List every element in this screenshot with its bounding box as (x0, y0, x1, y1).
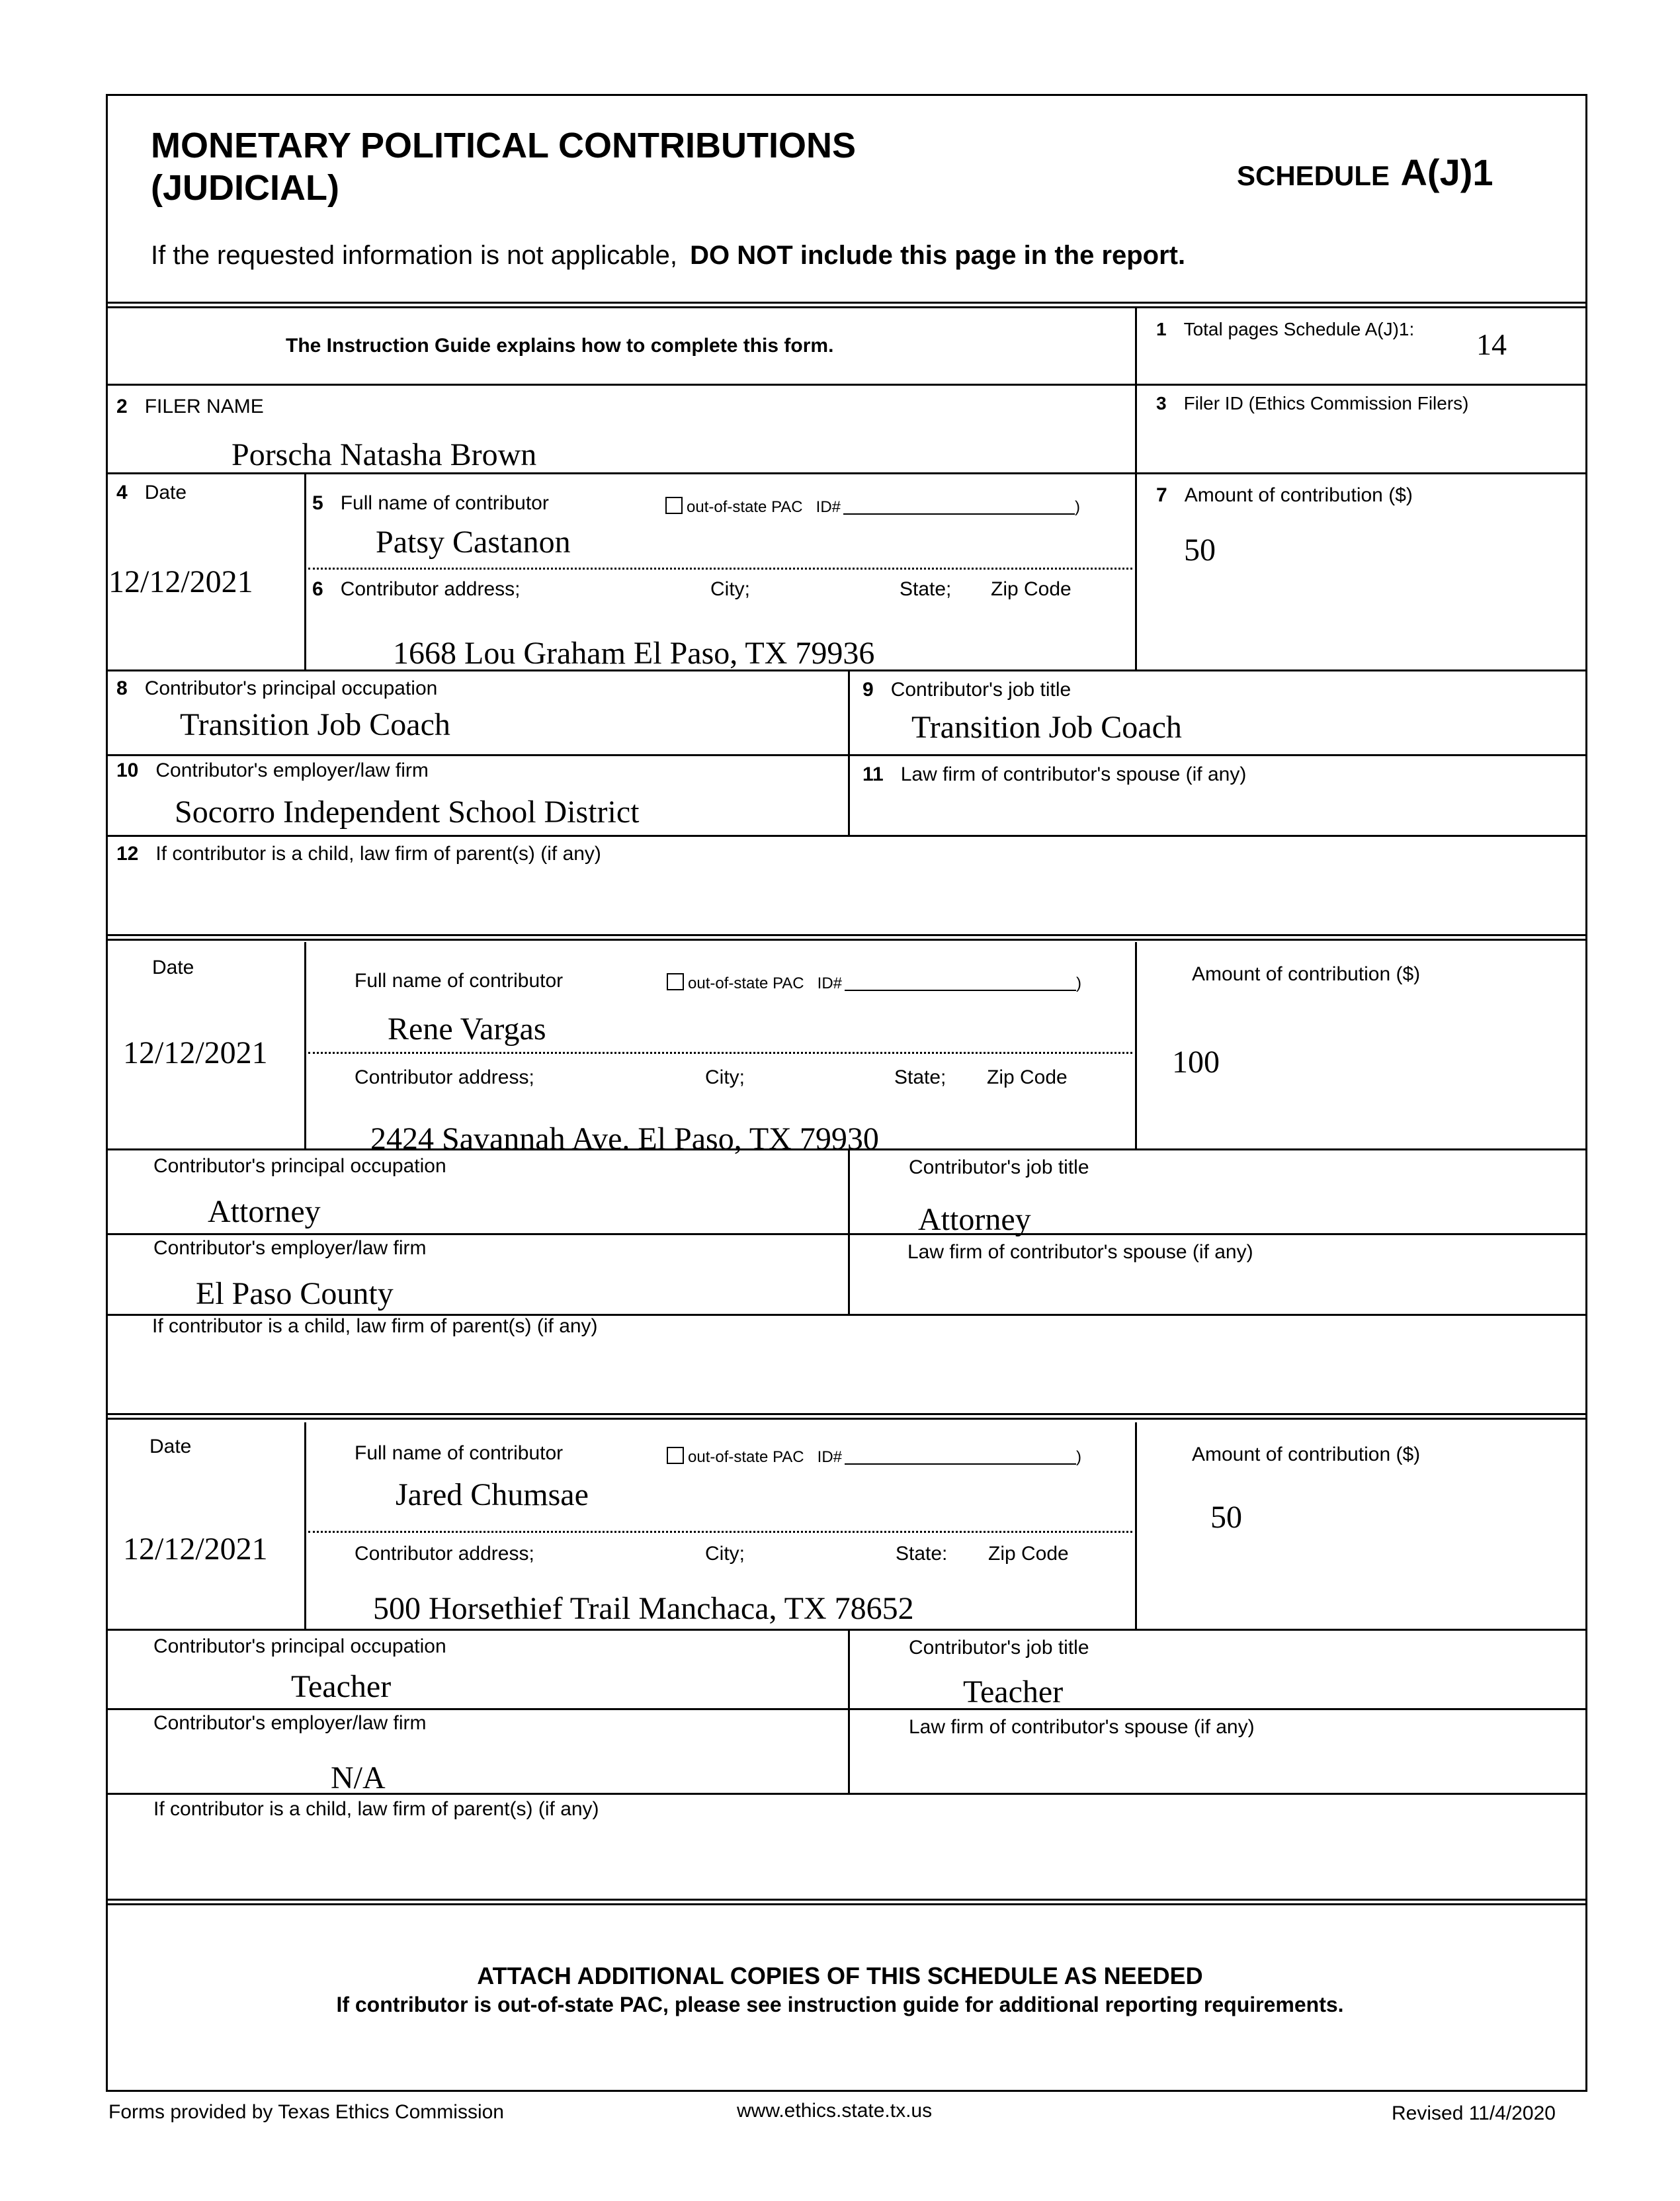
row-divider (106, 1708, 1587, 1710)
field-number: 4 (116, 482, 128, 503)
spouse-firm-label: Law firm of contributor's spouse (if any) (907, 1241, 1253, 1263)
footer-revision: Revised 11/4/2020 (1392, 2102, 1556, 2124)
field-number: 2 (116, 396, 128, 417)
occupation-label: Contributor's principal occupation (153, 1635, 446, 1657)
field-number: 10 (116, 759, 139, 781)
footer-website[interactable]: www.ethics.state.tx.us (737, 2100, 933, 2122)
field-number: 5 (312, 492, 323, 514)
occupation-label (116, 677, 437, 700)
divider (1135, 1422, 1137, 1629)
out-of-state-pac-note: If contributor is out-of-state PAC, please see instruction guide for additional reporting requirements. (336, 1993, 1344, 2016)
address-text: Contributor address; (340, 578, 521, 600)
date-label: Date (152, 957, 194, 978)
employer-label: Contributor's employer/law firm (153, 1712, 427, 1734)
occupation-value: Teacher (291, 1669, 392, 1704)
row-divider (106, 1793, 1587, 1795)
header-divider (106, 302, 1587, 308)
child-firm-label: If contributor is a child, law firm of parent(s) (if any) (153, 1798, 599, 1820)
out-of-state-pac (667, 1446, 1081, 1467)
divider (848, 1629, 850, 1794)
out-of-state-label: out-of-state PAC (687, 498, 803, 516)
amount-text: Amount of contribution ($) (1184, 484, 1413, 506)
row-divider (106, 472, 1587, 474)
row-divider (106, 754, 1587, 756)
divider (1135, 942, 1137, 1148)
occupation-value: Transition Job Coach (180, 707, 450, 742)
state-label: State; (900, 578, 952, 600)
contributor-name-value: Jared Chumsae (396, 1477, 589, 1512)
dotted-line (308, 568, 1132, 570)
total-pages-text: Total pages Schedule A(J)1: (1183, 319, 1415, 339)
spouse-firm-label (862, 763, 1246, 786)
applicability-note-text: If the requested information is not applicable, (151, 241, 678, 270)
out-of-state-checkbox[interactable] (667, 973, 684, 990)
contributor-name-label (312, 492, 549, 515)
job-title-value: Attorney (918, 1202, 1031, 1237)
total-pages-value: 14 (1476, 327, 1507, 361)
amount-value: 50 (1210, 1500, 1242, 1535)
divider (1135, 472, 1137, 671)
amount-value: 50 (1184, 533, 1216, 568)
job-title-value: Transition Job Coach (911, 710, 1182, 745)
contributor-name-label: Full name of contributor (355, 1442, 564, 1464)
amount-label: Amount of contribution ($) (1192, 963, 1421, 985)
schedule-code: A(J)1 (1400, 151, 1493, 193)
footer-provider: Forms provided by Texas Ethics Commission (108, 2101, 504, 2123)
job-title-label: Contributor's job title (909, 1637, 1089, 1659)
row-divider (106, 669, 1587, 671)
schedule-word: SCHEDULE (1237, 160, 1390, 191)
job-title-label (862, 679, 1071, 701)
divider (304, 472, 306, 671)
child-firm-label (116, 843, 601, 865)
filer-name-label (116, 396, 264, 418)
address-label: Contributor address; (355, 1066, 534, 1088)
block-divider (106, 1899, 1587, 1905)
child-firm-label: If contributor is a child, law firm of parent(s) (if any) (152, 1315, 598, 1337)
row-divider (106, 1148, 1587, 1150)
row-divider (106, 1629, 1587, 1631)
contributor-name-label: Full name of contributor (355, 970, 564, 992)
field-number: 12 (116, 843, 139, 865)
filer-name-value: Porscha Natasha Brown (231, 437, 537, 472)
pac-id-label: ID# (817, 974, 843, 992)
date-text: Date (144, 482, 187, 503)
attach-copies-note: ATTACH ADDITIONAL COPIES OF THIS SCHEDULE AS NEEDED (477, 1962, 1203, 1989)
divider (304, 1422, 306, 1629)
out-of-state-label: out-of-state PAC (688, 974, 804, 992)
zip-label: Zip Code (988, 1543, 1069, 1565)
row-divider (106, 384, 1587, 386)
contributor-name-text: Full name of contributor (340, 492, 549, 514)
employer-value: El Paso County (196, 1276, 394, 1311)
instruction-guide-note: The Instruction Guide explains how to complete this form. (286, 335, 834, 357)
divider (304, 942, 306, 1148)
employer-value: N/A (331, 1760, 386, 1795)
date-value: 12/12/2021 (123, 1035, 268, 1070)
state-label: State: (896, 1543, 948, 1565)
child-firm-text: If contributor is a child, law firm of parent(s) (if any) (155, 843, 601, 865)
date-label (116, 482, 187, 504)
amount-value: 100 (1172, 1045, 1220, 1080)
dotted-line (308, 1531, 1132, 1533)
divider (848, 1148, 850, 1315)
block-divider (106, 1413, 1587, 1420)
form-title (151, 124, 856, 209)
row-divider (106, 835, 1587, 837)
filer-id-label (1156, 393, 1469, 414)
applicability-note (151, 241, 1185, 271)
out-of-state-pac (667, 972, 1081, 993)
date-value: 12/12/2021 (123, 1532, 268, 1567)
spouse-firm-text: Law firm of contributor's spouse (if any) (900, 763, 1247, 785)
field-number: 7 (1156, 484, 1167, 506)
filer-id-text: Filer ID (Ethics Commission Filers) (1183, 393, 1469, 413)
city-label: City; (705, 1066, 745, 1088)
field-number: 8 (116, 677, 128, 699)
pac-id-field[interactable] (845, 972, 1076, 991)
pac-id-field[interactable] (845, 1446, 1076, 1465)
divider (848, 669, 850, 835)
address-value: 2424 Savannah Ave. El Paso, TX 79930 (370, 1121, 879, 1156)
employer-label (116, 759, 429, 782)
spouse-firm-label: Law firm of contributor's spouse (if any) (909, 1716, 1255, 1738)
field-number: 9 (862, 679, 874, 701)
job-title-text: Contributor's job title (890, 679, 1071, 701)
address-label: Contributor address; (355, 1543, 534, 1565)
zip-label: Zip Code (987, 1066, 1068, 1088)
row-divider (106, 1233, 1587, 1235)
amount-label (1156, 484, 1413, 507)
field-number: 3 (1156, 393, 1167, 413)
out-of-state-checkbox[interactable] (667, 1447, 684, 1464)
state-label: State; (894, 1066, 946, 1088)
employer-text: Contributor's employer/law firm (155, 759, 429, 781)
form-title-line1: MONETARY POLITICAL CONTRIBUTIONS (151, 126, 856, 165)
out-of-state-label: out-of-state PAC (688, 1448, 804, 1466)
out-of-state-pac (665, 496, 1080, 517)
employer-value: Socorro Independent School District (175, 795, 640, 830)
date-label: Date (149, 1436, 192, 1457)
city-label: City; (705, 1543, 745, 1565)
amount-label: Amount of contribution ($) (1192, 1444, 1421, 1465)
pac-id-field[interactable] (843, 496, 1075, 515)
pac-id-label: ID# (816, 498, 841, 516)
address-value: 500 Horsethief Trail Manchaca, TX 78652 (373, 1591, 914, 1626)
field-number: 11 (862, 763, 884, 785)
total-pages-label (1156, 319, 1414, 340)
employer-label: Contributor's employer/law firm (153, 1237, 427, 1259)
out-of-state-checkbox[interactable] (665, 497, 683, 514)
pac-id-close: ) (1076, 1448, 1082, 1466)
contributor-name-value: Patsy Castanon (376, 525, 571, 560)
city-label: City; (710, 578, 750, 600)
applicability-note-bold: DO NOT include this page in the report. (690, 241, 1186, 270)
dotted-line (308, 1052, 1132, 1054)
field-number: 6 (312, 578, 323, 600)
contributor-name-value: Rene Vargas (388, 1012, 546, 1047)
pac-id-label: ID# (817, 1448, 843, 1466)
zip-label: Zip Code (991, 578, 1071, 600)
occupation-text: Contributor's principal occupation (144, 677, 438, 699)
field-number: 1 (1156, 319, 1167, 339)
address-label (312, 578, 521, 601)
job-title-value: Teacher (963, 1674, 1064, 1709)
schedule-label (1237, 151, 1493, 194)
job-title-label: Contributor's job title (909, 1156, 1089, 1178)
form-title-line2: (JUDICIAL) (151, 168, 339, 208)
pac-id-close: ) (1075, 498, 1081, 516)
filer-name-text: FILER NAME (144, 396, 264, 417)
occupation-value: Attorney (208, 1194, 321, 1229)
address-value: 1668 Lou Graham El Paso, TX 79936 (393, 636, 875, 671)
block-divider (106, 934, 1587, 941)
pac-id-close: ) (1076, 974, 1082, 992)
occupation-label: Contributor's principal occupation (153, 1155, 446, 1177)
date-value: 12/12/2021 (108, 564, 253, 599)
